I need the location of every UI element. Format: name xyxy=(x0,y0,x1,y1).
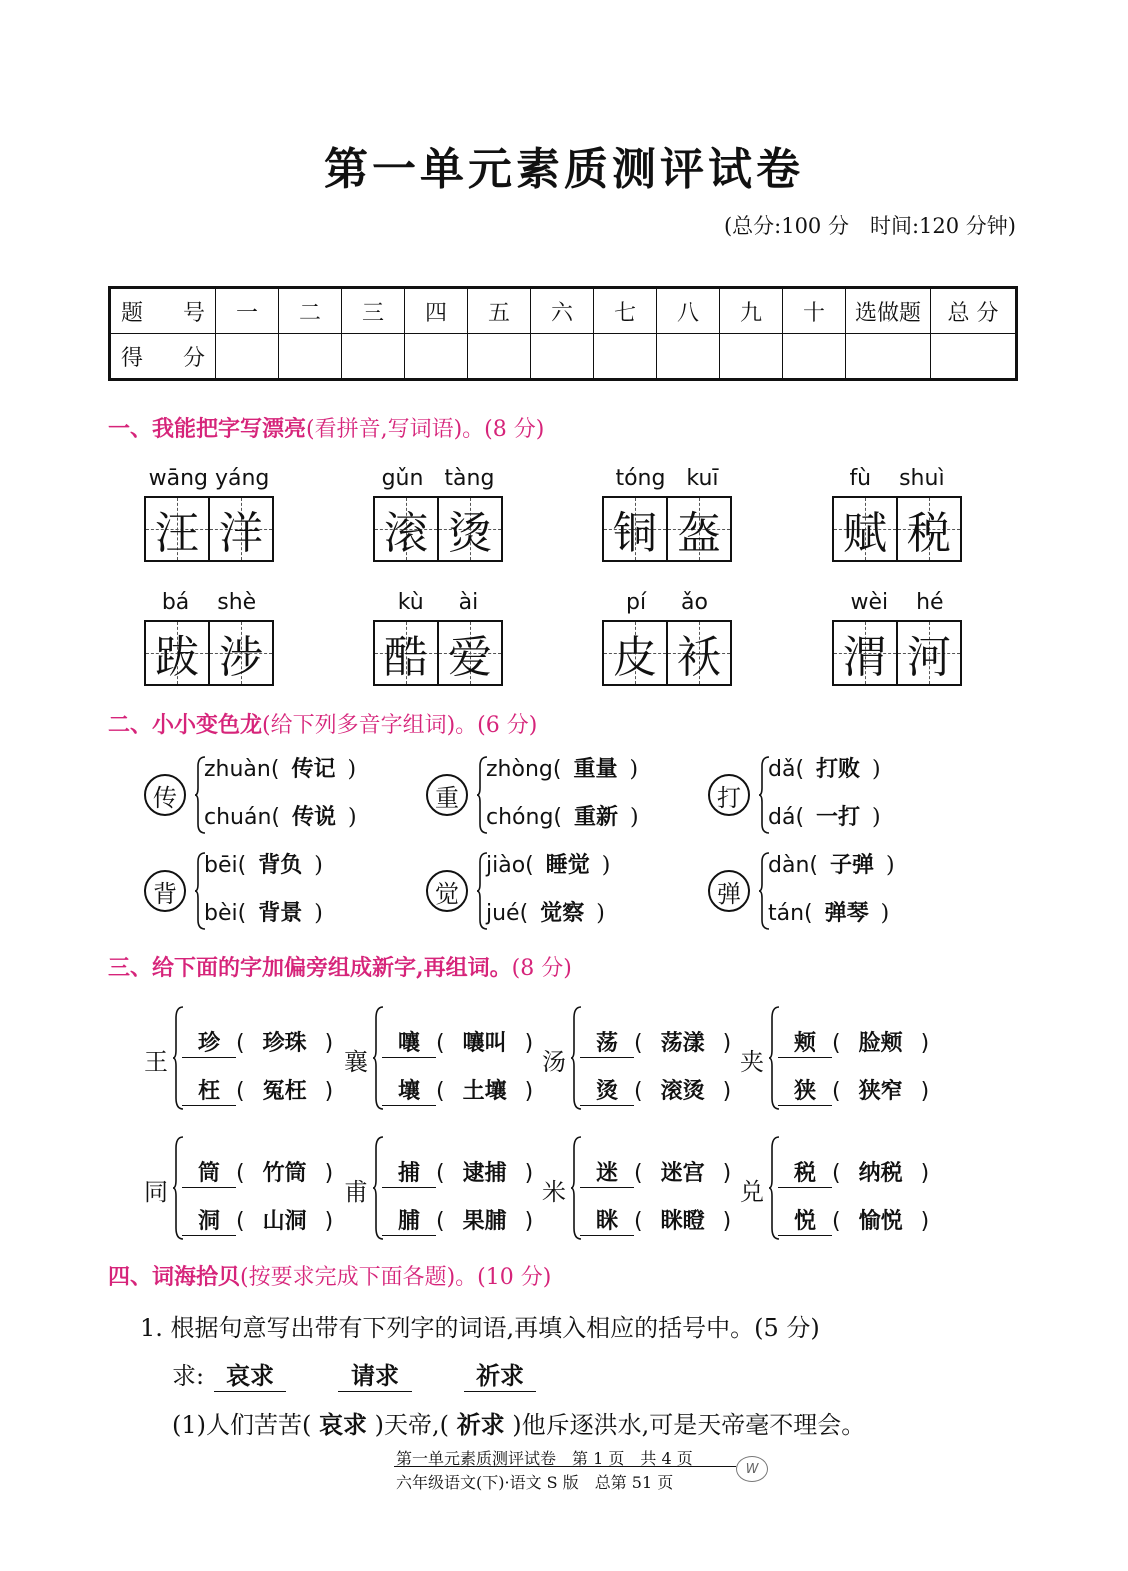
new-word: 狭窄 xyxy=(858,1079,903,1104)
new-char: 枉 xyxy=(182,1074,236,1106)
written-char: 汪 xyxy=(155,508,199,559)
written-char: 爱 xyxy=(448,632,492,683)
writing-grid xyxy=(602,496,732,562)
polyphone-close: ) xyxy=(629,757,639,782)
writing-cell xyxy=(604,498,666,560)
polyphone-answer: 重量 xyxy=(573,757,618,782)
polyphone-line xyxy=(768,848,895,879)
polyphone-char-badge: 传 xyxy=(144,774,186,816)
writing-cell xyxy=(896,622,960,684)
close-paren: ) xyxy=(722,1209,732,1234)
close-paren: ) xyxy=(324,1079,334,1104)
score-cell xyxy=(342,334,405,380)
radical-item xyxy=(740,1134,940,1244)
polyphone-line xyxy=(768,752,881,783)
polyphone-answer: 觉察 xyxy=(540,901,585,926)
writing-cell xyxy=(604,622,666,684)
new-char: 筒 xyxy=(182,1156,236,1188)
radical-line xyxy=(580,1074,731,1106)
writing-cell xyxy=(146,622,208,684)
answer-word-1: 哀求 xyxy=(214,1356,286,1392)
section1-title xyxy=(108,412,544,443)
close-paren: ) xyxy=(324,1031,334,1056)
brace-icon xyxy=(758,756,768,834)
open-paren: ( xyxy=(634,1031,643,1056)
radical-line xyxy=(778,1204,929,1236)
radical-base-char: 襄 xyxy=(344,1048,368,1076)
polyphone-answer: 一打 xyxy=(816,805,861,830)
score-col-7: 七 xyxy=(594,288,657,334)
new-word: 果脯 xyxy=(462,1209,507,1234)
polyphone-close: ) xyxy=(314,853,323,878)
close-paren: ) xyxy=(920,1161,930,1186)
new-char: 颊 xyxy=(778,1026,832,1058)
polyphone-pinyin: jiào( xyxy=(486,853,534,878)
writing-grid xyxy=(144,496,274,562)
pinyin-text: tóng kuī xyxy=(615,466,719,491)
score-col-5: 五 xyxy=(468,288,531,334)
pinyin-text: pí ǎo xyxy=(626,590,708,615)
section3-note: (8 分) xyxy=(511,956,572,981)
written-char: 铜 xyxy=(613,508,657,559)
polyphone-pinyin: tán( xyxy=(768,901,813,926)
score-col-2: 二 xyxy=(279,288,342,334)
close-paren: ) xyxy=(722,1031,732,1056)
open-paren: ( xyxy=(236,1161,245,1186)
pinyin-word-item xyxy=(832,466,962,562)
new-char: 荡 xyxy=(580,1026,634,1058)
sentence-1-end: )他斥逐洪水,可是天帝毫不理会。 xyxy=(512,1411,866,1439)
written-char: 袄 xyxy=(677,632,721,683)
writing-cell xyxy=(437,622,501,684)
section3-heading: 三、给下面的字加偏旁组成新字,再组词。 xyxy=(108,955,512,981)
polyphone-pinyin: zhòng( xyxy=(486,757,562,782)
polyphone-line xyxy=(204,752,356,783)
writing-cell xyxy=(666,622,730,684)
score-table xyxy=(108,286,1018,381)
writing-cell xyxy=(666,498,730,560)
polyphone-close: ) xyxy=(601,853,611,878)
writing-cell xyxy=(896,498,960,560)
new-char: 珍 xyxy=(182,1026,236,1058)
score-cell xyxy=(216,334,279,380)
polyphone-char-badge: 打 xyxy=(708,774,750,816)
polyphone-item xyxy=(426,752,686,842)
open-paren: ( xyxy=(436,1079,445,1104)
polyphone-char-badge: 重 xyxy=(426,774,468,816)
close-paren: ) xyxy=(524,1079,534,1104)
pinyin-word-item xyxy=(373,466,503,562)
score-table-row-label: 得分 xyxy=(110,334,216,380)
polyphone-item xyxy=(708,848,968,938)
polyphone-close: ) xyxy=(348,805,357,830)
polyphone-char-badge: 背 xyxy=(144,870,186,912)
polyphone-answer: 传说 xyxy=(292,805,337,830)
writing-grid xyxy=(602,620,732,686)
open-paren: ( xyxy=(436,1161,445,1186)
polyphone-close: ) xyxy=(880,901,890,926)
polyphone-answer: 背负 xyxy=(258,853,303,878)
radical-line xyxy=(778,1156,929,1188)
new-word: 愉悦 xyxy=(858,1209,903,1234)
radical-base-char: 汤 xyxy=(542,1048,566,1076)
polyphone-item xyxy=(144,752,404,842)
radical-item xyxy=(144,1004,344,1114)
open-paren: ( xyxy=(634,1161,643,1186)
writing-cell xyxy=(834,498,896,560)
polyphone-pinyin: jué( xyxy=(486,901,529,926)
polyphone-answer: 睡觉 xyxy=(545,853,590,878)
score-col-10: 十 xyxy=(783,288,846,334)
polyphone-line xyxy=(768,800,881,831)
written-char: 盔 xyxy=(677,508,721,559)
polyphone-answer: 打败 xyxy=(816,757,861,782)
new-word: 嚷叫 xyxy=(462,1031,507,1056)
score-table-row-label: 题号 xyxy=(110,288,216,334)
footer-page-info: 第一单元素质测评试卷 第 1 页 共 4 页 xyxy=(396,1449,693,1468)
polyphone-line xyxy=(204,896,323,927)
pinyin-word-item xyxy=(373,590,503,686)
polyphone-char-badge: 弹 xyxy=(708,870,750,912)
radical-item xyxy=(344,1134,544,1244)
close-paren: ) xyxy=(524,1031,534,1056)
sentence-1-mid: )天帝,( xyxy=(374,1411,449,1439)
polyphone-item xyxy=(426,848,686,938)
section1-heading: 一、我能把字写漂亮 xyxy=(108,416,307,442)
score-table-score-row xyxy=(110,334,1017,380)
close-paren: ) xyxy=(324,1209,334,1234)
radical-line xyxy=(580,1156,731,1188)
polyphone-line xyxy=(486,896,605,927)
polyphone-close: ) xyxy=(872,757,881,782)
new-word: 竹筒 xyxy=(262,1161,307,1186)
new-word: 冤枉 xyxy=(262,1079,307,1104)
score-col-optional: 选做题 xyxy=(846,288,931,334)
open-paren: ( xyxy=(436,1031,445,1056)
written-char: 渭 xyxy=(843,632,887,683)
footer-divider xyxy=(394,1466,736,1467)
pinyin-word-item xyxy=(832,590,962,686)
open-paren: ( xyxy=(236,1209,245,1234)
close-paren: ) xyxy=(524,1209,534,1234)
question-1: 1. 根据句意写出带有下列字的词语,再填入相应的括号中。(5 分) xyxy=(140,1314,820,1342)
written-char: 涉 xyxy=(219,632,263,683)
score-table-header-row xyxy=(110,288,1017,334)
new-word: 逮捕 xyxy=(462,1161,507,1186)
score-col-1: 一 xyxy=(216,288,279,334)
section3-title xyxy=(108,951,572,982)
exam-info: (总分:100 分 时间:120 分钟) xyxy=(723,214,1016,238)
footer-book-info: 六年级语文(下)·语文 S 版 总第 51 页 xyxy=(396,1473,674,1492)
writing-grid xyxy=(832,496,962,562)
new-char: 悦 xyxy=(778,1204,832,1236)
new-word: 珍珠 xyxy=(262,1031,307,1056)
page-title: 第一单元素质测评试卷 xyxy=(324,144,804,195)
score-cell xyxy=(468,334,531,380)
radical-line xyxy=(580,1026,731,1058)
radical-item xyxy=(344,1004,544,1114)
new-char: 迷 xyxy=(580,1156,634,1188)
radical-base-char: 兑 xyxy=(740,1178,764,1206)
pinyin-word-item xyxy=(602,466,732,562)
section1-note: (看拼音,写词语)。(8 分) xyxy=(306,417,545,442)
score-col-4: 四 xyxy=(405,288,468,334)
polyphone-pinyin: dǎ( xyxy=(768,757,805,782)
polyphone-pinyin: bēi( xyxy=(204,853,247,878)
new-char: 壤 xyxy=(382,1074,436,1106)
writing-cell xyxy=(146,498,208,560)
polyphone-pinyin: chóng( xyxy=(486,805,562,830)
written-char: 酷 xyxy=(384,632,428,683)
radical-item xyxy=(542,1004,742,1114)
polyphone-answer: 背景 xyxy=(258,901,303,926)
writing-cell xyxy=(437,498,501,560)
polyphone-pinyin: zhuàn( xyxy=(204,757,280,782)
written-char: 税 xyxy=(907,508,951,559)
answer-word-2: 请求 xyxy=(338,1356,412,1392)
pinyin-text: gǔn tàng xyxy=(381,466,495,491)
pinyin-word-item xyxy=(602,590,732,686)
score-col-total: 总 分 xyxy=(931,288,1017,334)
sentence-1-answer-1: 哀求 xyxy=(319,1411,367,1439)
radical-base-char: 夹 xyxy=(740,1048,764,1076)
polyphone-answer: 子弹 xyxy=(829,853,874,878)
new-char: 眯 xyxy=(580,1204,634,1236)
polyphone-close: ) xyxy=(872,805,881,830)
radical-base-char: 米 xyxy=(542,1178,566,1206)
brace-icon xyxy=(476,852,486,930)
pinyin-word-item xyxy=(144,590,274,686)
score-cell xyxy=(279,334,342,380)
question-1-char: 求: xyxy=(172,1362,205,1390)
radical-line xyxy=(382,1074,533,1106)
radical-line xyxy=(580,1204,731,1236)
polyphone-char-badge: 觉 xyxy=(426,870,468,912)
polyphone-pinyin: dá( xyxy=(768,805,805,830)
score-cell xyxy=(594,334,657,380)
close-paren: ) xyxy=(324,1161,334,1186)
score-cell xyxy=(783,334,846,380)
new-word: 纳税 xyxy=(858,1161,903,1186)
answer-word-3: 祈求 xyxy=(464,1356,536,1392)
new-word: 脸颊 xyxy=(858,1031,903,1056)
polyphone-line xyxy=(204,800,357,831)
radical-base-char: 同 xyxy=(144,1178,168,1206)
open-paren: ( xyxy=(236,1079,245,1104)
writing-grid xyxy=(373,496,503,562)
section4-note: (按要求完成下面各题)。(10 分) xyxy=(240,1265,552,1290)
score-cell xyxy=(720,334,783,380)
sentence-1-answer-2: 祈求 xyxy=(456,1411,505,1439)
polyphone-line xyxy=(486,800,639,831)
close-paren: ) xyxy=(920,1031,930,1056)
polyphone-answer: 弹琴 xyxy=(824,901,869,926)
publisher-logo-icon: W xyxy=(736,1456,768,1482)
score-cell xyxy=(846,334,931,380)
close-paren: ) xyxy=(722,1161,732,1186)
new-word: 土壤 xyxy=(462,1079,507,1104)
radical-item xyxy=(144,1134,344,1244)
sentence-1-start: (1)人们苦苦( xyxy=(172,1411,312,1439)
radical-item xyxy=(740,1004,940,1114)
writing-cell xyxy=(208,622,272,684)
new-word: 滚烫 xyxy=(660,1079,705,1104)
radical-line xyxy=(182,1074,333,1106)
writing-cell xyxy=(375,498,437,560)
radical-line xyxy=(382,1156,533,1188)
open-paren: ( xyxy=(832,1079,841,1104)
brace-icon xyxy=(194,756,204,834)
pinyin-text: fù shuì xyxy=(849,466,945,491)
writing-grid xyxy=(373,620,503,686)
score-col-6: 六 xyxy=(531,288,594,334)
polyphone-item xyxy=(708,752,968,842)
radical-item xyxy=(542,1134,742,1244)
radical-line xyxy=(182,1156,333,1188)
pinyin-text: wèi hé xyxy=(850,590,944,615)
pinyin-text: wāng yáng xyxy=(148,466,270,491)
radical-line xyxy=(778,1026,929,1058)
section4-title xyxy=(108,1260,551,1291)
score-cell xyxy=(931,334,1017,380)
pinyin-text: bá shè xyxy=(161,590,257,615)
polyphone-close: ) xyxy=(347,757,357,782)
polyphone-line xyxy=(486,848,610,879)
polyphone-answer: 传记 xyxy=(291,757,336,782)
open-paren: ( xyxy=(832,1161,841,1186)
new-char: 税 xyxy=(778,1156,832,1188)
radical-line xyxy=(182,1204,333,1236)
written-char: 赋 xyxy=(843,508,887,559)
close-paren: ) xyxy=(920,1209,930,1234)
written-char: 河 xyxy=(907,632,951,683)
close-paren: ) xyxy=(920,1079,930,1104)
score-col-3: 三 xyxy=(342,288,405,334)
section2-heading: 二、小小变色龙 xyxy=(108,712,263,738)
polyphone-answer: 重新 xyxy=(574,805,619,830)
polyphone-item xyxy=(144,848,404,938)
close-paren: ) xyxy=(722,1079,732,1104)
close-paren: ) xyxy=(524,1161,534,1186)
writing-cell xyxy=(375,622,437,684)
pinyin-text: kù ài xyxy=(397,590,479,615)
writing-cell xyxy=(834,622,896,684)
brace-icon xyxy=(194,852,204,930)
polyphone-pinyin: dàn( xyxy=(768,853,818,878)
score-cell xyxy=(405,334,468,380)
radical-base-char: 王 xyxy=(144,1048,168,1076)
radical-line xyxy=(382,1026,533,1058)
new-char: 狭 xyxy=(778,1074,832,1106)
written-char: 跋 xyxy=(155,632,199,683)
open-paren: ( xyxy=(832,1209,841,1234)
open-paren: ( xyxy=(436,1209,445,1234)
sentence-1 xyxy=(172,1405,865,1440)
section4-heading: 四、词海拾贝 xyxy=(108,1264,241,1290)
radical-line xyxy=(382,1204,533,1236)
score-col-9: 九 xyxy=(720,288,783,334)
polyphone-close: ) xyxy=(596,901,605,926)
brace-icon xyxy=(476,756,486,834)
brace-icon xyxy=(758,852,768,930)
new-char: 烫 xyxy=(580,1074,634,1106)
written-char: 滚 xyxy=(384,508,428,559)
radical-base-char: 甫 xyxy=(344,1178,368,1206)
writing-grid xyxy=(144,620,274,686)
written-char: 皮 xyxy=(613,632,657,683)
new-word: 山洞 xyxy=(262,1209,307,1234)
open-paren: ( xyxy=(832,1031,841,1056)
new-char: 捕 xyxy=(382,1156,436,1188)
open-paren: ( xyxy=(236,1031,245,1056)
polyphone-close: ) xyxy=(630,805,639,830)
written-char: 烫 xyxy=(448,508,492,559)
new-word: 迷宫 xyxy=(660,1161,705,1186)
polyphone-line xyxy=(768,896,889,927)
section2-note: (给下列多音字组词)。(6 分) xyxy=(262,713,538,738)
pinyin-word-item xyxy=(144,466,274,562)
polyphone-close: ) xyxy=(314,901,323,926)
writing-grid xyxy=(832,620,962,686)
open-paren: ( xyxy=(634,1079,643,1104)
new-char: 洞 xyxy=(182,1204,236,1236)
radical-line xyxy=(182,1026,333,1058)
new-char: 嚷 xyxy=(382,1026,436,1058)
score-cell xyxy=(531,334,594,380)
polyphone-close: ) xyxy=(886,853,895,878)
polyphone-pinyin: bèi( xyxy=(204,901,247,926)
new-char: 脯 xyxy=(382,1204,436,1236)
open-paren: ( xyxy=(634,1209,643,1234)
new-word: 荡漾 xyxy=(660,1031,705,1056)
radical-line xyxy=(778,1074,929,1106)
score-col-8: 八 xyxy=(657,288,720,334)
written-char: 洋 xyxy=(219,508,263,559)
polyphone-line xyxy=(486,752,638,783)
writing-cell xyxy=(208,498,272,560)
section2-title xyxy=(108,708,537,739)
new-word: 眯瞪 xyxy=(660,1209,705,1234)
polyphone-pinyin: chuán( xyxy=(204,805,280,830)
score-cell xyxy=(657,334,720,380)
polyphone-line xyxy=(204,848,323,879)
